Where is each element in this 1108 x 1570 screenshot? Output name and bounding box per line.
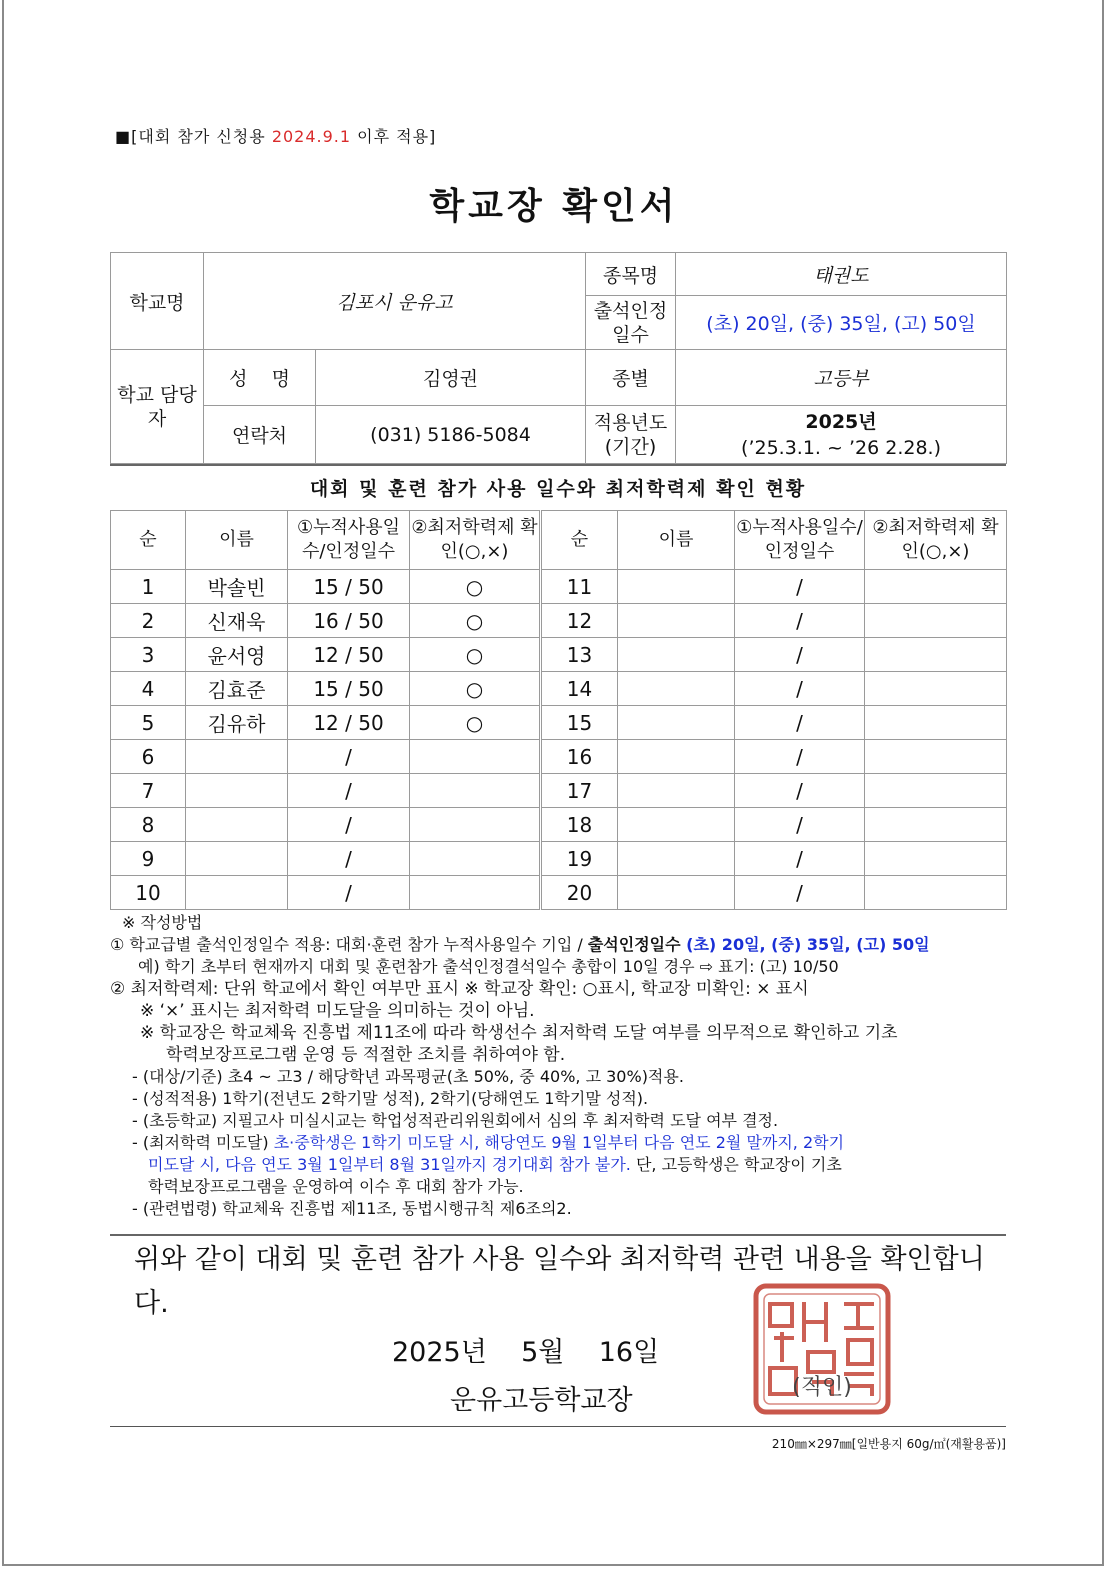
- header-no: 순: [541, 511, 618, 570]
- effective-date: 2024.9.1: [271, 127, 352, 146]
- table-row: [111, 808, 1007, 842]
- confirmation-text: 위와 같이 대회 및 훈련 참가 사용 일수와 최저학력 관련 내용을 확인합니다.: [134, 1244, 985, 1319]
- cell-name: [618, 638, 735, 672]
- detail-4-cont: 미도달 시, 다음 연도 3월 1일부터 8월 31일까지 경기대회 참가 불가. 단, 고등학생은 학교장이 기초: [148, 1155, 842, 1174]
- page-footer: 210㎜×297㎜[일반용지 60g/㎡(재활용품)]: [110, 1426, 1006, 1452]
- detail-1: - (대상/기준) 초4 ~ 고3 / 해당학년 과목평균(초 50%, 중 40%, 고 30%)적용.: [132, 1067, 684, 1086]
- header-days: ①누적사용일수/인정일수: [288, 511, 410, 570]
- cell-name: [618, 808, 735, 842]
- official-seal-icon: [752, 1282, 892, 1416]
- header-days: ①누적사용일수/인정일수: [735, 511, 865, 570]
- cell-days: 15 / 50: [288, 570, 410, 604]
- cell-check: ○: [410, 638, 541, 672]
- cell-days: /: [288, 740, 410, 774]
- cell-name: [618, 740, 735, 774]
- cell-days: /: [735, 842, 865, 876]
- name-label: 성 명: [204, 350, 316, 406]
- cell-check: [410, 876, 541, 910]
- cell-no: 15: [541, 706, 618, 740]
- cell-no: 17: [541, 774, 618, 808]
- detail-4-end: 학력보장프로그램을 운영하여 이수 후 대회 참가 가능.: [148, 1177, 524, 1196]
- detail-5: - (관련법령) 학교체육 진흥법 제11조, 동법시행규칙 제6조의2.: [132, 1199, 572, 1218]
- cell-name: 김유하: [186, 706, 288, 740]
- cell-name: 윤서영: [186, 638, 288, 672]
- cell-days: /: [288, 774, 410, 808]
- division-value: 고등부: [676, 350, 1007, 406]
- cell-no: 3: [111, 638, 186, 672]
- cell-check: [865, 808, 1007, 842]
- cell-name: [618, 570, 735, 604]
- table-row: [111, 604, 1007, 638]
- table-row: [111, 740, 1007, 774]
- attendance-value: (초) 20일, (중) 35일, (고) 50일: [676, 296, 1007, 350]
- cell-check: [865, 740, 1007, 774]
- cell-check: [865, 672, 1007, 706]
- period-range: (’25.3.1. ~ ’26 2.28.): [741, 436, 941, 459]
- cell-no: 5: [111, 706, 186, 740]
- cell-name: [186, 740, 288, 774]
- table-row: [111, 706, 1007, 740]
- cell-no: 8: [111, 808, 186, 842]
- division-label: 종별: [586, 350, 676, 406]
- writing-notes: [110, 912, 1006, 1220]
- cell-days: /: [735, 740, 865, 774]
- cell-check: [410, 740, 541, 774]
- cell-no: 6: [111, 740, 186, 774]
- table-row: [111, 842, 1007, 876]
- cell-days: 16 / 50: [288, 604, 410, 638]
- cell-name: [186, 808, 288, 842]
- cell-no: 7: [111, 774, 186, 808]
- cell-name: [618, 706, 735, 740]
- cell-check: [410, 774, 541, 808]
- cell-days: /: [735, 876, 865, 910]
- cell-days: 12 / 50: [288, 638, 410, 672]
- cell-check: ○: [410, 706, 541, 740]
- cell-check: [865, 570, 1007, 604]
- table-row: [111, 876, 1007, 910]
- cell-days: /: [735, 774, 865, 808]
- cell-days: 15 / 50: [288, 672, 410, 706]
- cell-days: /: [735, 570, 865, 604]
- contact-label: 연락처: [204, 406, 316, 464]
- cell-check: [865, 604, 1007, 638]
- cell-no: 19: [541, 842, 618, 876]
- manager-label: 학교 담당자: [111, 350, 204, 464]
- cell-days: /: [735, 638, 865, 672]
- cell-name: [618, 876, 735, 910]
- cell-no: 1: [111, 570, 186, 604]
- cell-check: [410, 842, 541, 876]
- period-year: 2025년: [805, 410, 877, 433]
- sport-value: 태권도: [676, 253, 1007, 296]
- table-row: [111, 570, 1007, 604]
- cell-days: /: [735, 604, 865, 638]
- cell-no: 14: [541, 672, 618, 706]
- cell-no: 4: [111, 672, 186, 706]
- header-no: 순: [111, 511, 186, 570]
- note-1: ① 학교급별 출석인정일수 적용: 대회·훈련 참가 누적사용일수 기입 / 출석인정일수 (초) 20일, (중) 35일, (고) 50일: [110, 935, 930, 954]
- cell-name: [186, 876, 288, 910]
- contact-value: (031) 5186-5084: [316, 406, 586, 464]
- cell-days: /: [735, 672, 865, 706]
- cell-name: [618, 672, 735, 706]
- cell-name: [618, 842, 735, 876]
- cell-check: [865, 842, 1007, 876]
- cell-check: [865, 638, 1007, 672]
- principal-title: 운유고등학교장: [450, 1385, 633, 1416]
- cell-check: ○: [410, 672, 541, 706]
- cell-no: 10: [111, 876, 186, 910]
- cell-days: /: [288, 876, 410, 910]
- cell-days: /: [735, 808, 865, 842]
- cell-days: /: [735, 706, 865, 740]
- cell-no: 20: [541, 876, 618, 910]
- sport-label: 종목명: [586, 253, 676, 296]
- attendance-label: 출석인정 일수: [586, 296, 676, 350]
- note-1-example: 예) 학기 초부터 현재까지 대회 및 훈련참가 출석인정결석일수 총합이 10일 경우 ⇨ 표기: (고) 10/50: [138, 957, 839, 976]
- detail-2: - (성적적용) 1학기(전년도 2학기말 성적), 2학기(당해연도 1학기말 성적).: [132, 1089, 649, 1108]
- detail-4: - (최저학력 미도달) 초·중학생은 1학기 미도달 시, 해당연도 9월 1일부터 다음 연도 2월 말까지, 2학기: [132, 1133, 845, 1152]
- seal-label: (직인): [792, 1375, 852, 1400]
- name-value: 김영권: [316, 350, 586, 406]
- cell-name: [186, 842, 288, 876]
- cell-check: [865, 774, 1007, 808]
- cell-check: [865, 876, 1007, 910]
- cell-no: 16: [541, 740, 618, 774]
- document-title: 학교장 확인서: [429, 186, 679, 227]
- table-row: [111, 638, 1007, 672]
- application-tag: ■[대회 참가 신청용 2024.9.1 이후 적용]: [115, 127, 437, 146]
- table-header-row: [111, 511, 1007, 570]
- cell-name: 김효준: [186, 672, 288, 706]
- cell-name: 신재욱: [186, 604, 288, 638]
- notes-heading: ※ 작성방법: [122, 913, 203, 932]
- cell-days: /: [288, 808, 410, 842]
- header-check: ②최저학력제 확인(○,×): [410, 511, 541, 570]
- table-row: [111, 672, 1007, 706]
- cell-no: 18: [541, 808, 618, 842]
- cell-no: 13: [541, 638, 618, 672]
- cell-check: [410, 808, 541, 842]
- cell-no: 11: [541, 570, 618, 604]
- section-title: 대회 및 훈련 참가 사용 일수와 최저학력제 확인 현황: [110, 464, 1006, 512]
- cell-no: 12: [541, 604, 618, 638]
- cell-check: ○: [410, 604, 541, 638]
- note-2-b1: ※ 학교장은 학교체육 진흥법 제11조에 따라 학생선수 최저학력 도달 여부를 의무적으로 확인하고 기초: [140, 1023, 898, 1043]
- cell-no: 2: [111, 604, 186, 638]
- school-value: 김포시 운유고: [204, 253, 586, 350]
- note-2-a: ※ ‘×’ 표시는 최저학력 미도달을 의미하는 것이 아님.: [140, 1001, 535, 1021]
- participation-table: [110, 510, 1007, 910]
- note-2: ② 최저학력제: 단위 학교에서 확인 여부만 표시 ※ 학교장 확인: ○표시, 학교장 미확인: × 표시: [110, 979, 809, 999]
- period-label: 적용년도 (기간): [586, 406, 676, 464]
- school-info-table: [110, 252, 1007, 464]
- header-name: 이름: [618, 511, 735, 570]
- cell-check: ○: [410, 570, 541, 604]
- cell-days: /: [288, 842, 410, 876]
- cell-name: [618, 604, 735, 638]
- school-label: 학교명: [111, 253, 204, 350]
- cell-no: 9: [111, 842, 186, 876]
- cell-check: [865, 706, 1007, 740]
- header-check: ②최저학력제 확인(○,×): [865, 511, 1007, 570]
- cell-name: [618, 774, 735, 808]
- detail-3: - (초등학교) 지필고사 미실시교는 학업성적관리위원회에서 심의 후 최저학력 도달 여부 결정.: [132, 1111, 779, 1130]
- cell-name: 박솔빈: [186, 570, 288, 604]
- cell-days: 12 / 50: [288, 706, 410, 740]
- note-2-b2: 학력보장프로그램 운영 등 적절한 조치를 취하여야 함.: [166, 1045, 566, 1065]
- header-name: 이름: [186, 511, 288, 570]
- table-row: [111, 774, 1007, 808]
- cell-name: [186, 774, 288, 808]
- confirmation-date: 2025년 5월 16일: [392, 1337, 660, 1368]
